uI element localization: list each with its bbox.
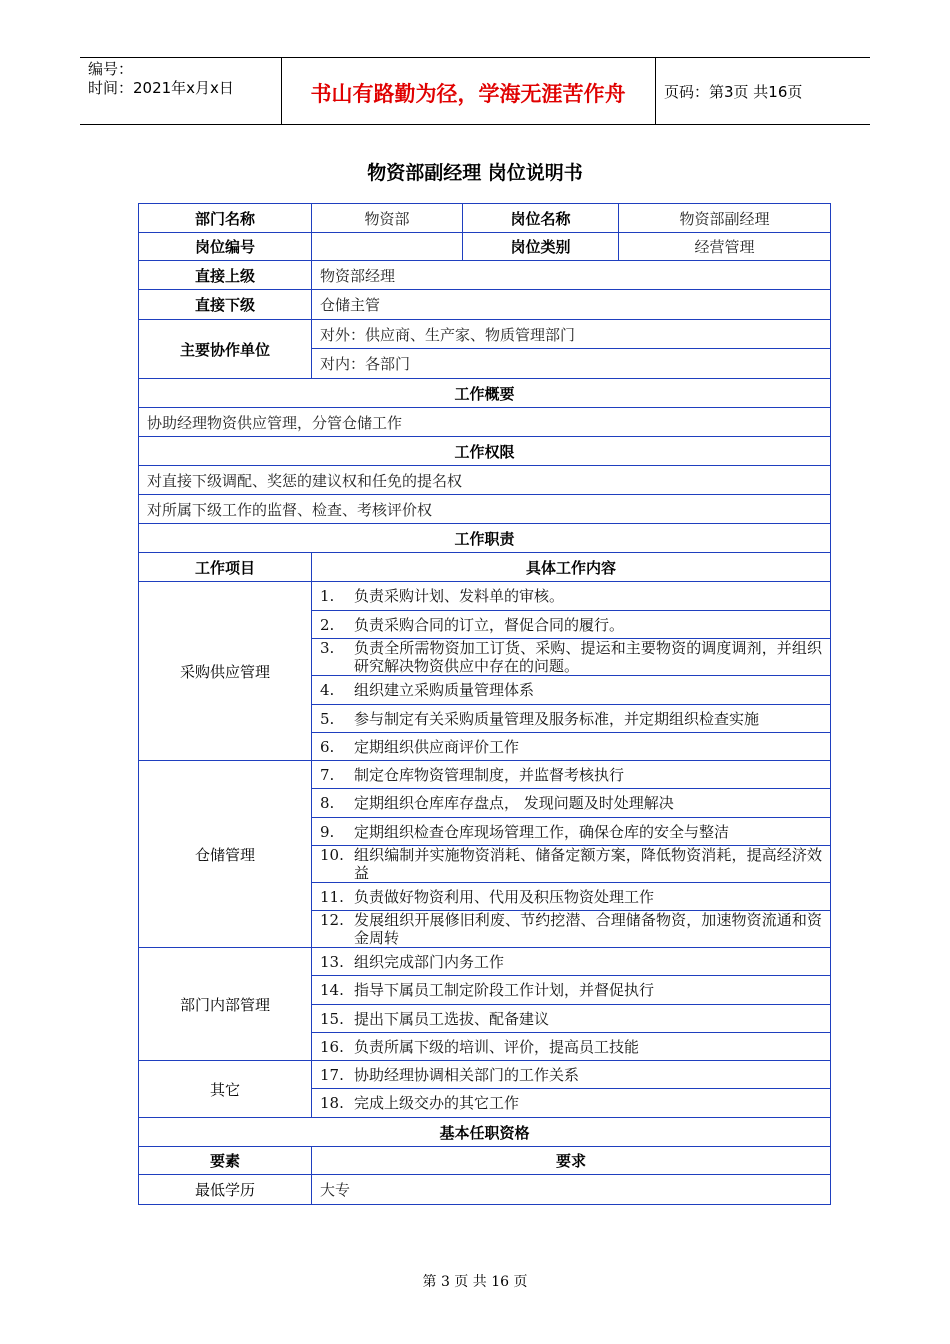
duty-category: 仓储管理 — [139, 761, 312, 948]
duty-text: 负责全所需物资加工订货、采购、提运和主要物资的调度调剂，并组织研究解决物资供应中存在的问题。 — [354, 639, 822, 675]
duty-text: 定期组织检查仓库现场管理工作，确保仓库的安全与整洁 — [354, 822, 730, 841]
duty-row — [139, 1061, 831, 1089]
doc-date-label: 时间：2021年x月x日 — [88, 79, 234, 97]
code-label: 岗位编号 — [139, 233, 312, 261]
duty-number: 3. — [320, 639, 335, 657]
type-label: 岗位类别 — [463, 233, 619, 261]
duty-number: 12. — [320, 911, 344, 929]
duty-item — [312, 1005, 831, 1033]
duty-item — [312, 705, 831, 733]
duty-item — [312, 818, 831, 846]
qualification-heading: 基本任职资格 — [139, 1118, 831, 1147]
duty-number: 7. — [320, 765, 335, 784]
duty-item — [312, 846, 831, 883]
job-description-table — [138, 203, 831, 1205]
duty-category: 采购供应管理 — [139, 582, 312, 761]
duty-item — [312, 639, 831, 676]
duty-text: 协助经理协调相关部门的工作关系 — [354, 1065, 580, 1084]
duty-number: 8. — [320, 794, 335, 812]
duty-row — [139, 948, 831, 976]
duty-text: 提出下属员工选拔、配备建议 — [354, 1009, 550, 1028]
type-value: 经营管理 — [619, 233, 831, 261]
duty-item — [312, 789, 831, 818]
duty-number: 10. — [320, 846, 344, 864]
duty-text: 定期组织供应商评价工作 — [354, 737, 520, 756]
duty-item — [312, 948, 831, 976]
post-value: 物资部副经理 — [619, 204, 831, 233]
dept-label: 部门名称 — [139, 204, 312, 233]
duty-text: 负责采购合同的订立，督促合同的履行。 — [354, 615, 625, 634]
duty-text: 指导下属员工制定阶段工作计划，并督促执行 — [354, 981, 655, 999]
page-footer: 第 3 页 共 16 页 — [422, 1274, 528, 1290]
duty-category: 部门内部管理 — [139, 948, 312, 1061]
document-title: 物资部副经理 岗位说明书 — [367, 162, 583, 184]
qualification-requirement: 大专 — [312, 1175, 831, 1205]
duty-item — [312, 1061, 831, 1089]
subordinate-label: 直接下级 — [139, 290, 312, 320]
duty-item — [312, 611, 831, 639]
duty-text: 定期组织仓库库存盘点， 发现问题及时处理解决 — [354, 794, 674, 812]
qualification-factor: 最低学历 — [139, 1175, 312, 1205]
doc-number-label: 编号： — [88, 60, 134, 78]
overview-heading: 工作概要 — [139, 379, 831, 408]
duty-number: 13. — [320, 952, 344, 971]
duty-item — [312, 761, 831, 789]
duty-item — [312, 1089, 831, 1118]
duty-item — [312, 582, 831, 611]
duties-col-content: 具体工作内容 — [312, 553, 831, 582]
qualification-col-requirement: 要求 — [312, 1147, 831, 1175]
duty-item — [312, 883, 831, 911]
qualification-row — [139, 1175, 831, 1205]
duty-row — [139, 761, 831, 789]
duties-col-item: 工作项目 — [139, 553, 312, 582]
duty-number: 14. — [320, 981, 344, 999]
duty-number: 11. — [320, 887, 344, 906]
duty-item — [312, 733, 831, 761]
superior-value: 物资部经理 — [312, 261, 831, 290]
duty-text: 负责采购计划、发料单的审核。 — [354, 587, 565, 605]
dept-value: 物资部 — [312, 204, 463, 233]
authority-heading: 工作权限 — [139, 437, 831, 466]
duty-text: 组织建立采购质量管理体系 — [354, 681, 535, 699]
duty-text: 负责所属下级的培训、评价，提高员工技能 — [354, 1037, 640, 1056]
header-meta — [88, 60, 234, 98]
duty-text: 完成上级交办的其它工作 — [354, 1094, 520, 1112]
header-bottom-rule — [80, 124, 870, 125]
duty-category: 其它 — [139, 1061, 312, 1118]
duty-text: 负责做好物资利用、代用及积压物资处理工作 — [354, 887, 655, 906]
duty-number: 4. — [320, 681, 335, 699]
post-label: 岗位名称 — [463, 204, 619, 233]
duty-number: 2. — [320, 615, 335, 634]
duty-item — [312, 911, 831, 948]
duty-row — [139, 582, 831, 611]
header-motto: 书山有路勤为径，学海无涯苦作舟 — [310, 81, 626, 106]
authority-item: 对所属下级工作的监督、检查、考核评价权 — [139, 495, 831, 524]
duty-item — [312, 976, 831, 1005]
coop-label: 主要协作单位 — [139, 320, 312, 379]
duty-number: 6. — [320, 737, 335, 756]
subordinate-value: 仓储主管 — [312, 290, 831, 320]
duty-text: 组织完成部门内务工作 — [354, 952, 505, 971]
header-top-rule — [80, 57, 870, 58]
duty-number: 1. — [320, 587, 335, 605]
coop-external: 对外：供应商、生产家、物质管理部门 — [312, 320, 831, 349]
authority-item: 对直接下级调配、奖惩的建议权和任免的提名权 — [139, 466, 831, 495]
duty-number: 16. — [320, 1037, 344, 1056]
duty-number: 18. — [320, 1094, 344, 1112]
duty-number: 17. — [320, 1065, 344, 1084]
qualification-col-factor: 要素 — [139, 1147, 312, 1175]
duty-number: 5. — [320, 709, 335, 728]
duty-item — [312, 1033, 831, 1061]
duty-number: 15. — [320, 1009, 344, 1028]
duties-heading: 工作职责 — [139, 524, 831, 553]
duty-number: 9. — [320, 822, 335, 841]
duty-text: 组织编制并实施物资消耗、储备定额方案，降低物资消耗，提高经济效益 — [354, 846, 822, 882]
duty-text: 参与制定有关采购质量管理及服务标准，并定期组织检查实施 — [354, 709, 760, 728]
duty-text: 发展组织开展修旧利废、节约挖潜、合理储备物资，加速物资流通和资金周转 — [354, 911, 822, 947]
overview-text: 协助经理物资供应管理，分管仓储工作 — [139, 408, 831, 437]
header-divider — [655, 57, 656, 124]
header-page-info: 页码：第3页 共16页 — [664, 83, 803, 101]
code-value — [312, 233, 463, 261]
superior-label: 直接上级 — [139, 261, 312, 290]
coop-internal: 对内：各部门 — [312, 349, 831, 379]
duty-text: 制定仓库物资管理制度，并监督考核执行 — [354, 765, 625, 784]
duty-item — [312, 676, 831, 705]
